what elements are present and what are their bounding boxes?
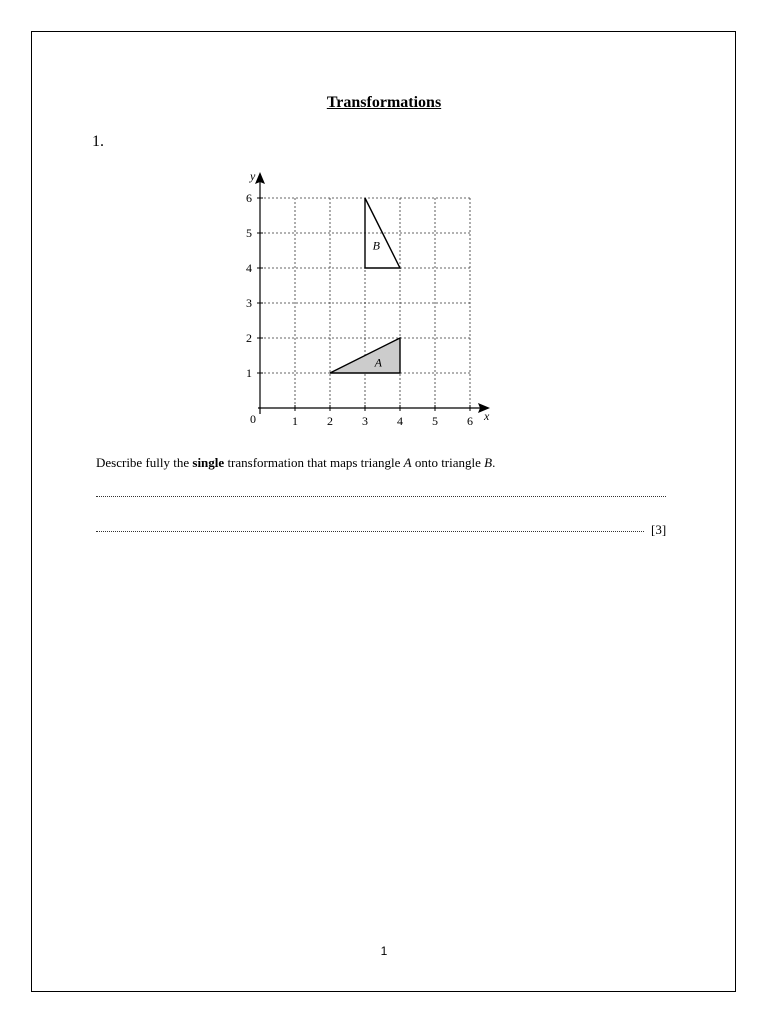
prompt-text-3: onto triangle — [411, 455, 485, 470]
tick-labels — [246, 191, 473, 428]
prompt-bold-word: single — [192, 455, 225, 470]
prompt-text-1: Describe fully the — [96, 455, 193, 470]
page-number: 1 — [380, 944, 388, 958]
triangle-label-b: B — [372, 238, 381, 253]
y-tick-label: 1 — [246, 366, 252, 380]
prompt-shape-b: B — [484, 455, 493, 470]
prompt-shape-a: A — [403, 455, 412, 470]
x-tick-label: 6 — [467, 414, 473, 428]
y-axis-label: y — [250, 170, 256, 183]
marks-label: [3] — [651, 522, 667, 537]
question-number: 1. — [92, 133, 104, 150]
x-axis-label: x — [484, 409, 490, 423]
origin-label: 0 — [250, 412, 256, 426]
x-tick-label: 2 — [327, 414, 333, 428]
x-tick-label: 5 — [432, 414, 438, 428]
y-tick-label: 5 — [246, 226, 252, 240]
answer-line-2 — [96, 531, 644, 532]
x-tick-label: 4 — [397, 414, 403, 428]
x-tick-label: 3 — [362, 414, 368, 428]
triangle-b — [365, 198, 400, 268]
axes — [255, 172, 490, 414]
prompt-text-2: transformation that maps triangle — [224, 455, 404, 470]
page-title: Transformations — [326, 94, 442, 111]
x-tick-label: 1 — [292, 414, 298, 428]
prompt-end: . — [492, 455, 496, 470]
y-tick-label: 6 — [246, 191, 252, 205]
answer-line-1 — [96, 496, 666, 497]
y-tick-label: 2 — [246, 331, 252, 345]
question-prompt — [96, 455, 495, 471]
y-tick-label: 4 — [246, 261, 252, 275]
y-tick-label: 3 — [246, 296, 252, 310]
triangle-label-a: A — [374, 355, 383, 370]
coordinate-grid — [244, 170, 504, 430]
